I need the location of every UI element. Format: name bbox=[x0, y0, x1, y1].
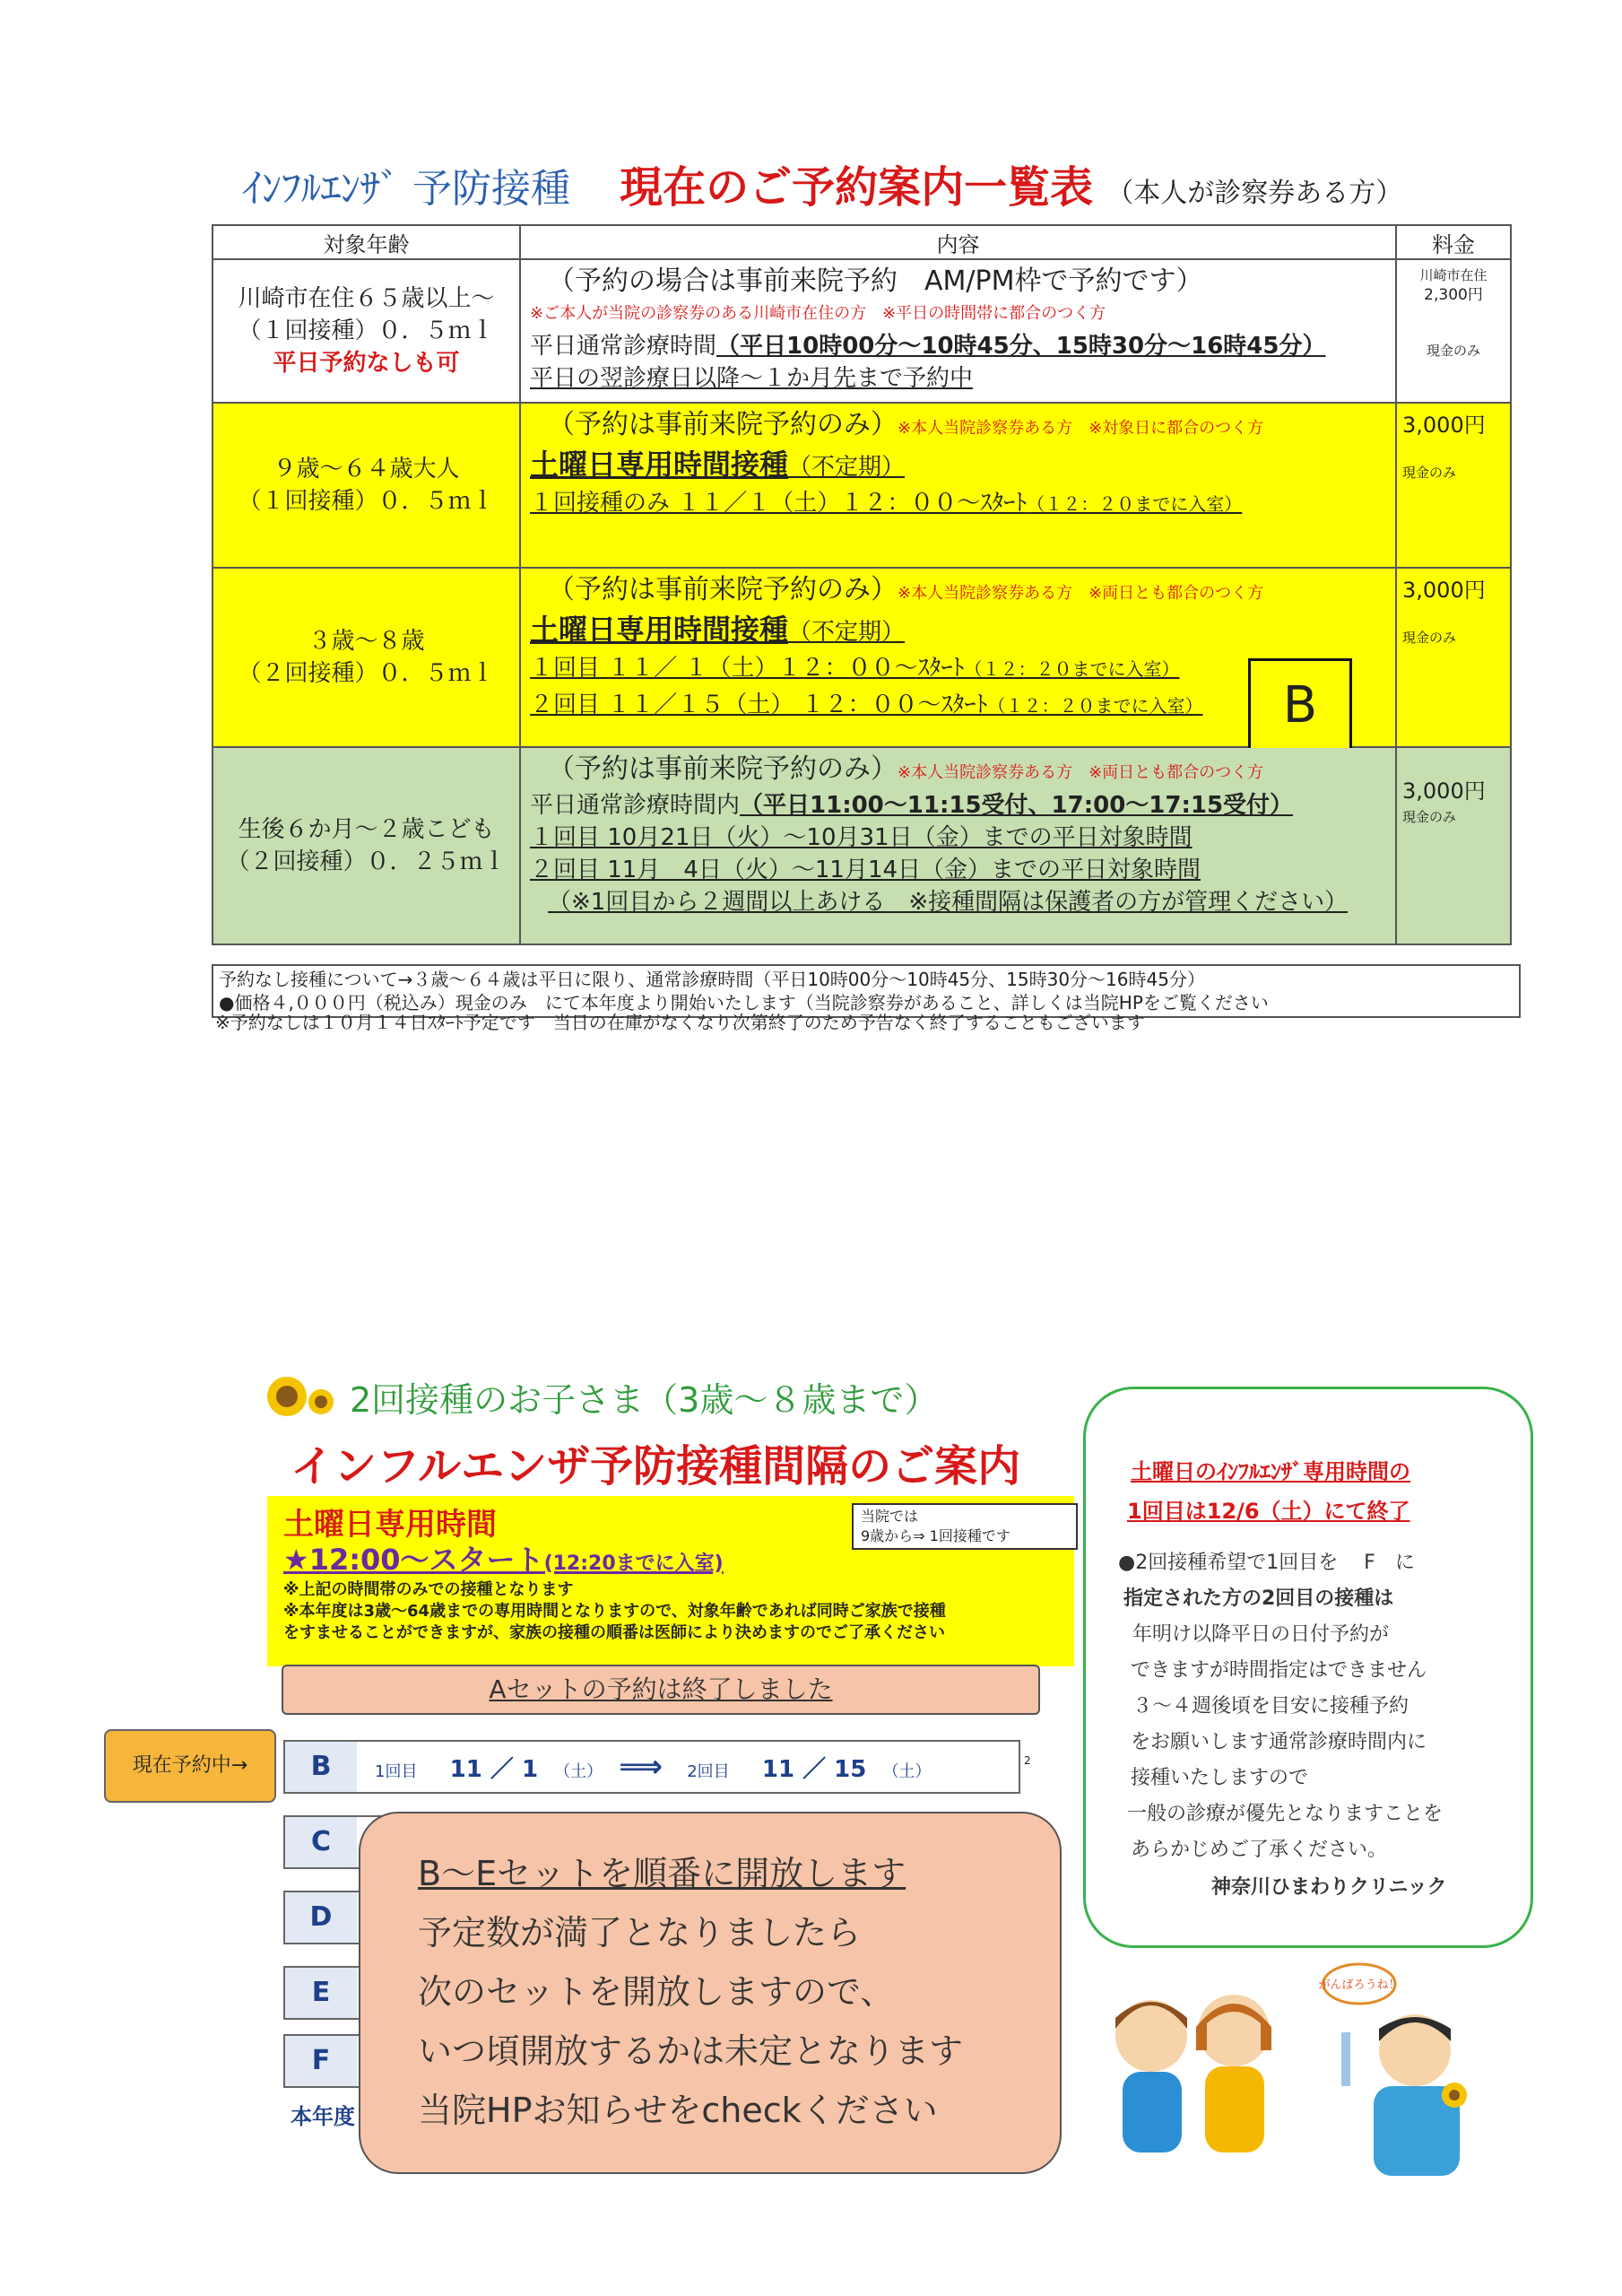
saturday-note: ※上記の時間帯のみでの接種となります bbox=[283, 1580, 574, 1599]
notice-line: 年明け以降平日の日付予約が bbox=[1132, 1623, 1390, 1646]
saturday-note: ※本年度は3歳～64歳までの専用時間となりますので、対象年齢であれば同時ご家族で接種 bbox=[283, 1602, 946, 1621]
set-letter: C bbox=[285, 1817, 357, 1867]
fee-cell bbox=[1396, 747, 1511, 944]
table-row bbox=[213, 568, 1511, 747]
section-subtitle: 2回接種のお子さま（3歳～８歳まで） bbox=[350, 1380, 939, 1420]
notice-line: 予定数が満了となりましたら bbox=[418, 1913, 862, 1952]
content-line: １回目 10月21日（火）～10月31日（金）までの平日対象時間 bbox=[530, 824, 1193, 851]
fee-cash-only: 現金のみ bbox=[1402, 465, 1457, 481]
doctor-illustration bbox=[1316, 1961, 1496, 2176]
saturday-note: をすませることができますが、家族の接種の順番は医師により決めますのでご了承ください bbox=[283, 1623, 945, 1642]
saturday-end-notice bbox=[1083, 1387, 1533, 1948]
second-dose-day: （土） bbox=[882, 1762, 932, 1781]
fee-cell bbox=[1396, 568, 1511, 747]
content-note: ※本人当院診察券ある方 ※両日とも都合のつく方 bbox=[898, 763, 1264, 782]
saturday-title: 土曜日専用時間 bbox=[283, 1507, 497, 1543]
set-row-b[interactable] bbox=[283, 1740, 1020, 1794]
arrow-icon: ⟹ bbox=[619, 1749, 664, 1785]
content-line: （１２：２０までに入室） bbox=[987, 695, 1203, 717]
content-line: （予約の場合は事前来院予約 AM/PM枠で予約です） bbox=[548, 265, 1203, 297]
children-illustration bbox=[1099, 1964, 1288, 2161]
notice-line: 一般の診療が優先となりますことを bbox=[1127, 1803, 1444, 1825]
notice-line: 接種いたしますので bbox=[1131, 1767, 1309, 1789]
current-reservation-button[interactable]: 現在予約中→ bbox=[104, 1729, 276, 1803]
header-fee: 料金 bbox=[1396, 225, 1511, 259]
content-line: （予約は事前来院予約のみ） bbox=[548, 753, 898, 785]
content-cell bbox=[520, 403, 1396, 568]
first-dose-day: （土） bbox=[554, 1762, 603, 1781]
content-saturday-title: 土曜日専用時間接種 bbox=[530, 448, 789, 482]
content-hours: （平日10時00分～10時45分、15時30分～16時45分） bbox=[716, 333, 1326, 360]
set-letter: D bbox=[285, 1892, 357, 1943]
content-note: ※ご本人が当院の診察券のある川崎市在住の方 ※平日の時間帯に都合のつく方 bbox=[530, 304, 1106, 323]
entry-deadline: (12:20までに入室) bbox=[543, 1552, 724, 1575]
set-letter: B bbox=[285, 1742, 357, 1792]
fee-cell bbox=[1396, 403, 1511, 568]
second-dose-label: 2回目 bbox=[687, 1762, 730, 1781]
fee-price: 3,000円 bbox=[1402, 413, 1486, 438]
set-letter: F bbox=[285, 2036, 357, 2086]
content-line: （予約は事前来院予約のみ） bbox=[548, 574, 898, 605]
content-line: １回目 １１／ １（土）１２：００～ｽﾀｰﾄ bbox=[530, 655, 965, 682]
fee-line: 川崎市在住 bbox=[1419, 267, 1488, 283]
age-line: （１回接種）０．５ｍｌ bbox=[238, 317, 495, 344]
section-heading: インフルエンザ予防接種間隔のご案内 bbox=[291, 1441, 1021, 1492]
age-line: 生後６か月～２歳こども bbox=[238, 816, 495, 843]
note-line: 当院では bbox=[861, 1508, 919, 1525]
notice-line: B～Eセットを順番に開放します bbox=[418, 1854, 906, 1893]
age-line: （１回接種）０．５ｍｌ bbox=[238, 488, 495, 515]
set-b-badge: B bbox=[1248, 658, 1352, 753]
fee-cash-only: 現金のみ bbox=[1402, 809, 1457, 825]
notice-line: いつ頃開放するかは未定となります bbox=[418, 2031, 964, 2071]
walk-in-notes bbox=[212, 964, 1521, 1018]
notice-line: できますが時間指定はできません bbox=[1131, 1659, 1427, 1682]
note-line: 9歳から⇒ 1回接種です bbox=[861, 1527, 1010, 1544]
one-dose-note bbox=[852, 1503, 1078, 1550]
content-note: ※本人当院診察券ある方 ※両日とも都合のつく方 bbox=[898, 584, 1264, 603]
content-cell bbox=[520, 747, 1396, 944]
content-line: （１２：２０までに入室） bbox=[1027, 493, 1243, 515]
reservation-table bbox=[212, 224, 1512, 945]
header-content: 内容 bbox=[520, 225, 1396, 259]
fee-price: 2,300円 bbox=[1424, 286, 1483, 304]
table-row bbox=[213, 747, 1511, 944]
note-line: 予約なし接種について→３歳～６４歳は平日に限り、通常診療時間（平日10時00分～10時45分、15時30分～16時45分） bbox=[219, 969, 1205, 990]
content-hours: （平日11:00～11:15受付、17:00～17:15受付） bbox=[740, 792, 1294, 819]
start-time: ★12:00～スタート bbox=[283, 1543, 544, 1577]
note-line: ●価格４,０００円（税込み）現金のみ にて本年度より開始いたします（当院診察券があること、詳しくは当院HPをご覧ください bbox=[219, 992, 1269, 1013]
age-cell bbox=[213, 259, 520, 403]
content-line: 平日通常診療時間内 bbox=[530, 792, 741, 819]
first-dose-label: 1回目 bbox=[375, 1762, 418, 1781]
content-line: １回接種のみ １１／１（土）１２：００～ｽﾀｰﾄ bbox=[530, 490, 1028, 517]
content-saturday-title: 土曜日専用時間接種 bbox=[530, 613, 789, 647]
content-line: （１２：２０までに入室） bbox=[964, 658, 1180, 680]
content-note: ※本人当院診察券ある方 ※対象日に都合のつく方 bbox=[898, 419, 1264, 438]
content-line: 平日通常診療時間 bbox=[530, 333, 717, 360]
saturday-start-time bbox=[283, 1537, 724, 1578]
notice-line: あらかじめご了承ください。 bbox=[1131, 1839, 1388, 1861]
content-line: （不定期） bbox=[788, 454, 906, 481]
content-cell bbox=[520, 259, 1396, 403]
set-a-closed-banner bbox=[282, 1665, 1040, 1715]
content-line: ２回目 １１／１５（土） １２：００～ｽﾀｰﾄ bbox=[530, 691, 988, 718]
set-b-dates bbox=[375, 1742, 931, 1792]
sunflower-icon bbox=[265, 1373, 337, 1420]
content-cell bbox=[520, 568, 1396, 747]
doctor-bubble-text: がんばろうね！ bbox=[1318, 1979, 1401, 1992]
content-line: （予約は事前来院予約のみ） bbox=[548, 409, 898, 440]
table-row bbox=[213, 259, 1511, 403]
note-line: ※予約なしは１０月１４日ｽﾀｰﾄ予定です 当日の在庫がなくなり次第終了のため予告なく終了することもございます bbox=[215, 1012, 1145, 1033]
clinic-name: 神奈川ひまわりクリニック bbox=[1211, 1876, 1447, 1899]
set-a-closed-text: Aセットの予約は終了しました bbox=[489, 1674, 833, 1704]
title-reservation-list: 現在のご予約案内一覧表 bbox=[620, 162, 1094, 213]
age-line: ９歳～６４歳大人 bbox=[273, 456, 460, 483]
walk-in-ok-note: 平日予約なしも可 bbox=[273, 350, 460, 377]
footnote-mark: 2 bbox=[1024, 1754, 1031, 1767]
notice-line: ３～４週後頃を目安に接種予約 bbox=[1132, 1695, 1409, 1718]
content-line: 平日の翌診療日以降～１か月先まで予約中 bbox=[530, 365, 974, 392]
age-cell bbox=[213, 568, 520, 747]
table-row bbox=[213, 403, 1511, 568]
notice-line: 次のセットを開放しますので、 bbox=[418, 1972, 895, 2012]
this-year-label: 本年度 bbox=[291, 2104, 355, 2129]
notice-red-line: 土曜日のｲﾝﾌﾙｴﾝｻﾞ専用時間の bbox=[1131, 1459, 1410, 1484]
table-header-row bbox=[213, 225, 1511, 259]
title-note: （本人が診察券ある方） bbox=[1106, 178, 1403, 209]
fee-cash-only: 現金のみ bbox=[1402, 630, 1457, 646]
content-line: ２回目 11月 4日（火）～11月14日（金）までの平日対象時間 bbox=[530, 857, 1201, 883]
age-line: （２回接種）０．５ｍｌ bbox=[238, 660, 495, 687]
notice-line: ●2回接種希望で1回目を F に bbox=[1118, 1552, 1415, 1574]
fee-cell bbox=[1396, 259, 1511, 403]
second-dose-date: 11 ／ 15 bbox=[761, 1756, 867, 1783]
first-dose-date: 11 ／ 1 bbox=[449, 1756, 539, 1783]
age-line: ３歳～８歳 bbox=[308, 628, 425, 655]
age-cell bbox=[213, 747, 520, 944]
fee-price: 3,000円 bbox=[1402, 578, 1486, 603]
age-cell bbox=[213, 403, 520, 568]
age-line: （２回接種）０．２５ｍｌ bbox=[226, 848, 507, 875]
fee-cash-only: 現金のみ bbox=[1426, 343, 1480, 359]
notice-line: 当院HPお知らせをcheckください bbox=[418, 2091, 938, 2130]
content-line: （不定期） bbox=[788, 619, 906, 646]
notice-line: をお願いします通常診療時間内に bbox=[1131, 1731, 1427, 1753]
notice-line: 指定された方の2回目の接種は bbox=[1123, 1587, 1394, 1610]
header-age: 対象年齢 bbox=[213, 225, 520, 259]
age-line: 川崎市在住６５歳以上～ bbox=[238, 285, 495, 312]
set-opening-notice bbox=[359, 1812, 1062, 2174]
title-vaccine: ｲﾝﾌﾙｴﾝｻﾞ 予防接種 bbox=[242, 166, 570, 212]
set-letter: E bbox=[285, 1968, 357, 2018]
notice-red-line: 1回目は12/6（土）にて終了 bbox=[1127, 1499, 1410, 1524]
content-line: （※1回目から２週間以上あける ※接種間隔は保護者の方が管理ください） bbox=[548, 889, 1349, 916]
page-title bbox=[242, 152, 1402, 215]
fee-price: 3,000円 bbox=[1402, 778, 1486, 804]
